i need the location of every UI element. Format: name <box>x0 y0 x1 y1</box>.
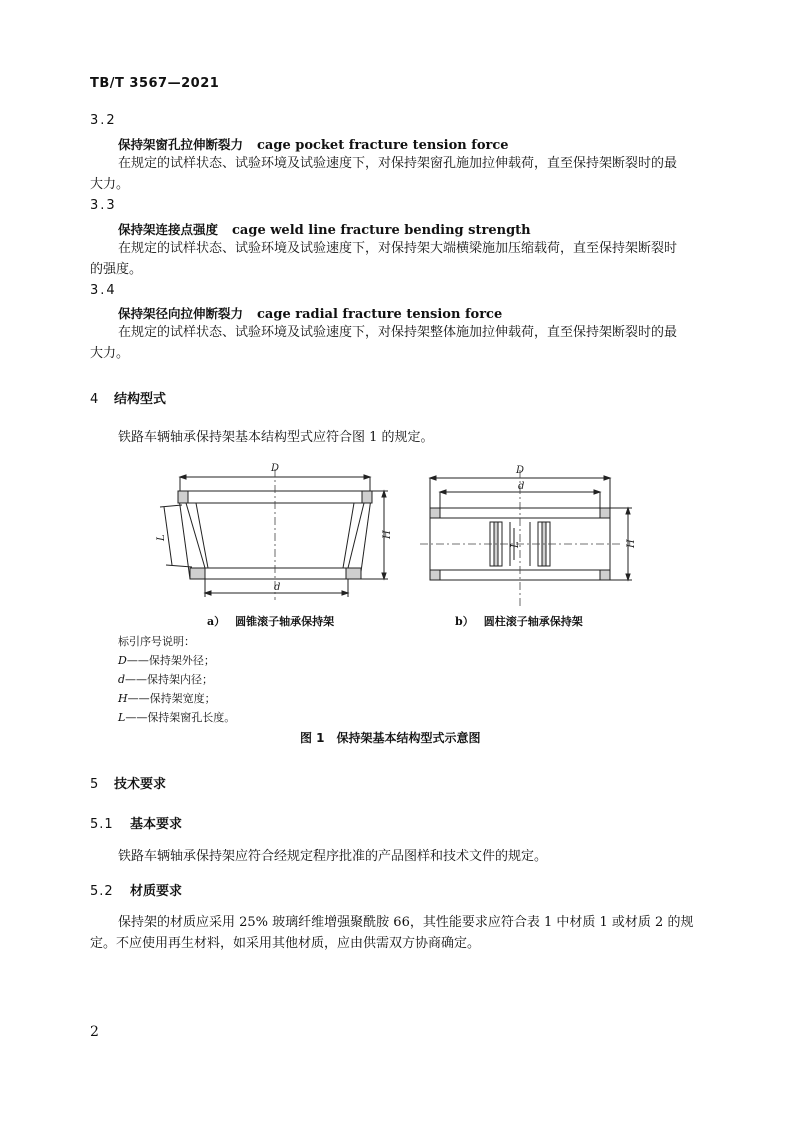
standard-number: TB/T 3567—2021 <box>90 76 220 91</box>
caption-a: a） 圆锥滚子轴承保持架 <box>207 615 335 628</box>
caption-b: b） 圆柱滚子轴承保持架 <box>455 615 583 628</box>
section-heading-5: 5 技术要求 <box>90 777 167 792</box>
definition-line: 在规定的试样状态、试验环境及试验速度下，对保持架大端横梁施加压缩载荷，直至保持架断裂时 <box>118 241 678 256</box>
legend-item: d——保持架内径； <box>118 673 214 686</box>
clause-number: 3.3 <box>90 198 117 213</box>
figure-tapered-cage <box>150 455 400 605</box>
section-heading-5-2: 5.2 材质要求 <box>90 884 183 899</box>
term-cn: 保持架径向拉伸断裂力 <box>118 306 244 321</box>
dim-label-H: H <box>382 530 393 539</box>
legend-item: L——保持架窗孔长度。 <box>118 711 236 724</box>
term-en: cage radial fracture tension force <box>257 307 503 322</box>
term-en: cage pocket fracture tension force <box>257 138 509 153</box>
figure-title: 图 1 保持架基本结构型式示意图 <box>300 731 481 745</box>
definition-line: 大力。 <box>90 346 130 361</box>
clause-number: 3.2 <box>90 113 117 128</box>
dim-label-d: d <box>274 582 281 593</box>
legend-item: D——保持架外径； <box>118 654 215 667</box>
section-heading-4: 4 结构型式 <box>90 392 167 407</box>
section-5-2-line: 定。不应使用再生材料，如采用其他材质，应由供需双方协商确定。 <box>90 936 481 951</box>
dim-label-D: D <box>271 463 280 474</box>
definition-line: 在规定的试样状态、试验环境及试验速度下，对保持架整体施加拉伸载荷，直至保持架断裂时的最 <box>118 325 678 340</box>
section-5-1-text: 铁路车辆轴承保持架应符合经规定程序批准的产品图样和技术文件的规定。 <box>118 849 548 864</box>
figure-legend <box>118 632 235 727</box>
term-3-2 <box>118 135 509 153</box>
page-number: 2 <box>90 1024 99 1040</box>
section-5-2-line: 保持架的材质应采用 25% 玻璃纤维增强聚酰胺 66，其性能要求应符合表 1 中材质 1 或材质 2 的规 <box>118 915 694 930</box>
term-cn: 保持架连接点强度 <box>118 222 219 237</box>
legend-item: H——保持架宽度； <box>118 692 216 705</box>
definition-line: 的强度。 <box>90 262 143 277</box>
clause-number: 3.4 <box>90 283 117 298</box>
dim-label-D: D <box>516 465 525 476</box>
section-4-text: 铁路车辆轴承保持架基本结构型式应符合图 1 的规定。 <box>118 430 434 445</box>
definition-line: 大力。 <box>90 177 130 192</box>
figure-cylindrical-cage <box>410 460 640 610</box>
definition-line: 在规定的试样状态、试验环境及试验速度下，对保持架窗孔施加拉伸载荷，直至保持架断裂时的最 <box>118 156 678 171</box>
dim-label-d: d <box>518 481 525 492</box>
dim-label-H: H <box>626 539 637 548</box>
term-3-3 <box>118 220 531 238</box>
section-heading-5-1: 5.1 基本要求 <box>90 817 183 832</box>
dim-label-L: L <box>156 534 167 541</box>
term-en: cage weld line fracture bending strength <box>232 223 531 238</box>
term-3-4 <box>118 304 502 322</box>
dim-label-L: L <box>510 541 521 548</box>
legend-title: 标引序号说明： <box>118 635 195 648</box>
term-cn: 保持架窗孔拉伸断裂力 <box>118 137 244 152</box>
